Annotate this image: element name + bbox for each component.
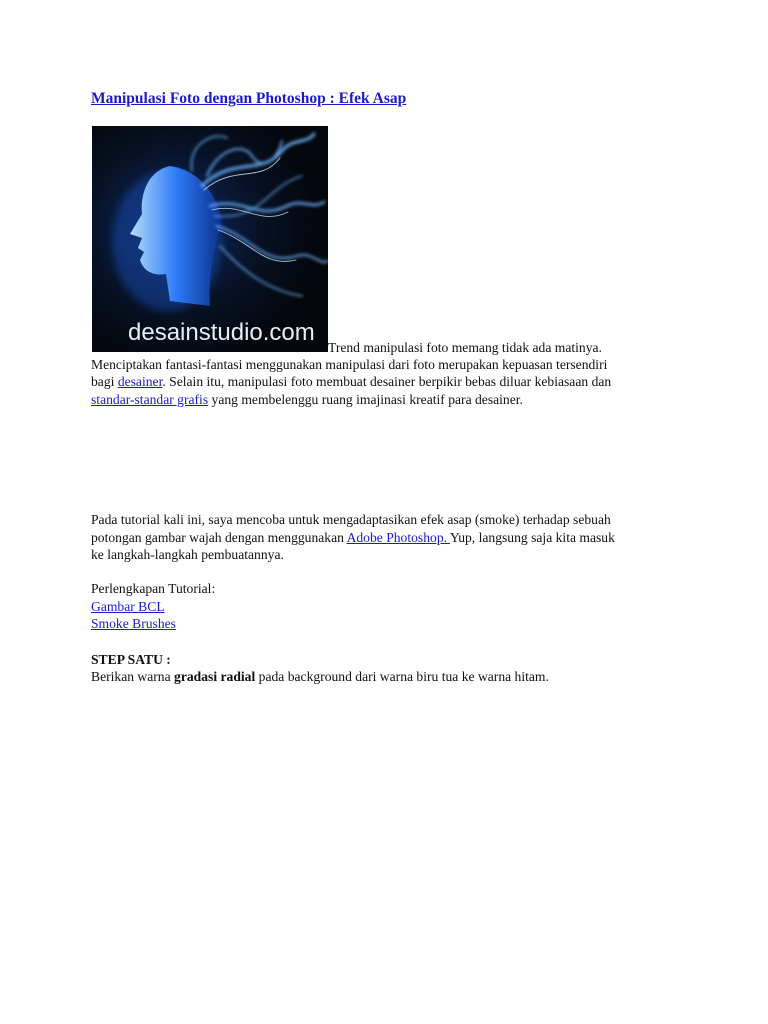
equipment-link-row-1: [91, 598, 165, 616]
image-watermark: desainstudio.com: [128, 319, 315, 346]
tutorial-line-2-prefix: potongan gambar wajah dengan menggunakan: [91, 530, 347, 545]
step-text-bold: gradasi radial: [174, 669, 256, 684]
intro-line-1: Trend manipulasi foto memang tidak ada matinya.: [328, 340, 602, 355]
equipment-heading: Perlengkapan Tutorial:: [91, 581, 216, 596]
tutorial-line-2-suffix: Yup, langsung saja kita masuk: [449, 530, 615, 545]
intro-line-3-prefix: bagi: [91, 374, 118, 389]
intro-line-3: [91, 373, 611, 391]
step-heading-text: STEP SATU :: [91, 652, 171, 667]
smoke-face-illustration: [92, 126, 328, 352]
gambar-bcl-link[interactable]: Gambar BCL: [91, 599, 165, 614]
tutorial-line-3: ke langkah-langkah pembuatannya.: [91, 547, 284, 562]
desainer-link[interactable]: desainer: [117, 374, 163, 389]
step-text-prefix: Berikan warna: [91, 669, 175, 684]
intro-line-4-suffix: yang membelenggu ruang imajinasi kreatif para desainer.: [208, 392, 523, 407]
equipment-link-row-2: [91, 615, 176, 633]
step-text-suffix: pada background dari warna biru tua ke warna hitam.: [255, 669, 549, 684]
intro-line-4: [91, 391, 523, 409]
smoke-brushes-link[interactable]: Smoke Brushes: [91, 616, 176, 631]
step-text: [91, 668, 549, 686]
smoke-face-image: [92, 126, 328, 352]
standar-grafis-link[interactable]: standar-standar grafis: [91, 392, 209, 407]
intro-line-2: Menciptakan fantasi-fantasi menggunakan manipulasi dari foto merupakan kepuasan tersendiri: [91, 357, 608, 372]
tutorial-line-2: [91, 529, 615, 547]
adobe-photoshop-link[interactable]: Adobe Photoshop.: [346, 530, 450, 545]
intro-line-3-suffix: . Selain itu, manipulasi foto membuat desainer berpikir bebas diluar kebiasaan dan: [162, 374, 612, 389]
step-heading: [91, 651, 171, 669]
tutorial-line-1: Pada tutorial kali ini, saya mencoba untuk mengadaptasikan efek asap (smoke) terhadap sebuah: [91, 512, 611, 527]
article-title-link[interactable]: Manipulasi Foto dengan Photoshop : Efek Asap: [91, 90, 407, 107]
